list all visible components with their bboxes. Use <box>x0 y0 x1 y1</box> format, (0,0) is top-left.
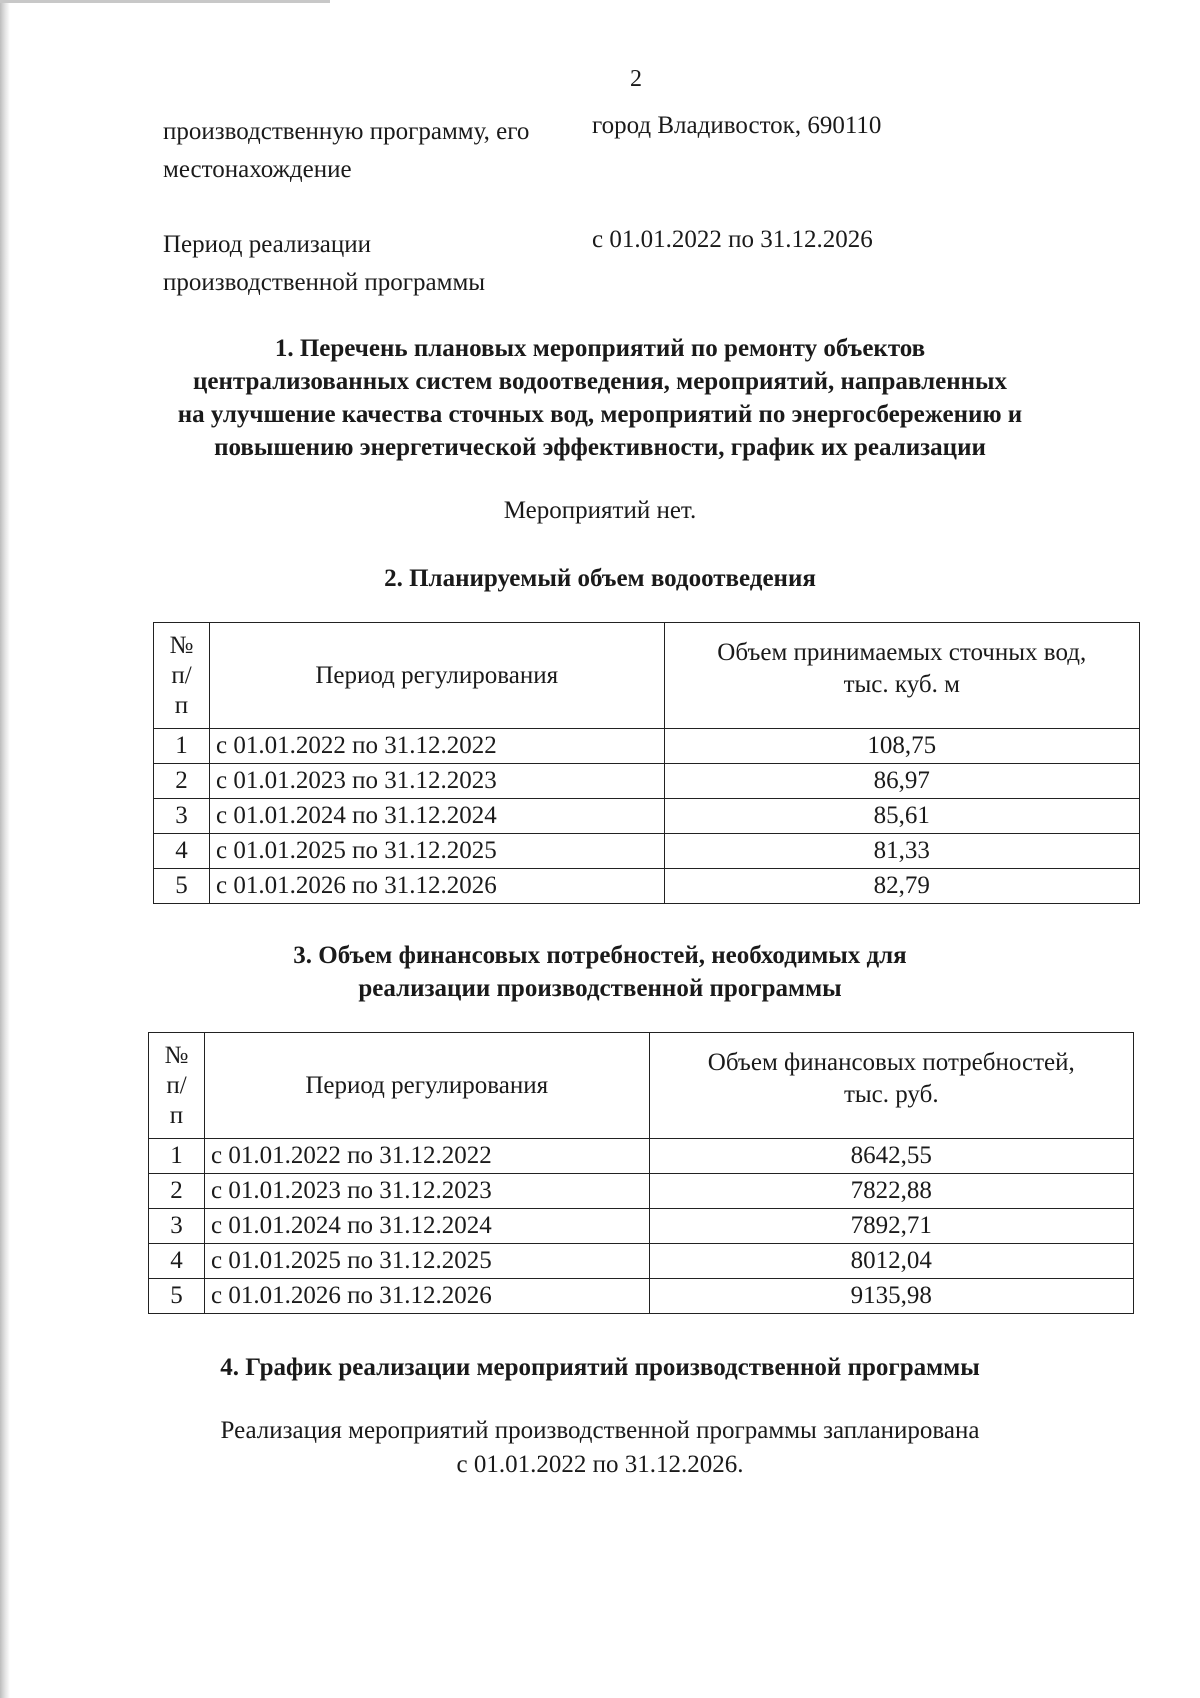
section4-text-line: с 01.01.2022 по 31.12.2026. <box>456 1451 744 1478</box>
section1-text: Мероприятий нет. <box>503 497 697 524</box>
header-num-line: № <box>164 1041 189 1069</box>
header-num-line: п <box>169 1101 184 1129</box>
info-label-location: производственную программу, его местонахождение <box>163 118 530 183</box>
row-value: 8642,55 <box>649 1139 1133 1174</box>
header-period: Период регулирования <box>209 623 664 729</box>
row-num: 2 <box>154 764 210 799</box>
table-row <box>149 1174 1134 1209</box>
table-row <box>154 799 1140 834</box>
header-num <box>149 1033 205 1139</box>
row-period: с 01.01.2024 по 31.12.2024 <box>204 1209 649 1244</box>
table-row <box>154 729 1140 764</box>
section3-title-line: 3. Объем финансовых потребностей, необходимых для <box>293 942 907 969</box>
scan-left-edge <box>0 0 10 1698</box>
financial-needs-table <box>148 1032 1134 1314</box>
page-number: 2 <box>630 66 642 92</box>
table-row <box>154 869 1140 904</box>
table-row <box>149 1279 1134 1314</box>
row-num: 3 <box>154 799 210 834</box>
table-row <box>154 764 1140 799</box>
row-num: 4 <box>154 834 210 869</box>
row-period: с 01.01.2025 по 31.12.2025 <box>204 1244 649 1279</box>
header-value-line: тыс. куб. м <box>843 671 960 698</box>
table-row <box>149 1244 1134 1279</box>
table-row <box>154 834 1140 869</box>
header-period: Период регулирования <box>204 1033 649 1139</box>
row-num: 2 <box>149 1174 205 1209</box>
row-period: с 01.01.2025 по 31.12.2025 <box>209 834 664 869</box>
info-value-period: с 01.01.2022 по 31.12.2026 <box>592 226 873 253</box>
info-value-location: город Владивосток, 690110 <box>592 112 882 139</box>
table-header-row <box>154 623 1140 729</box>
row-value: 8012,04 <box>649 1244 1133 1279</box>
row-period: с 01.01.2023 по 31.12.2023 <box>209 764 664 799</box>
row-period: с 01.01.2026 по 31.12.2026 <box>204 1279 649 1314</box>
row-value: 82,79 <box>664 869 1140 904</box>
header-value <box>664 623 1140 729</box>
water-volume-table <box>153 622 1140 904</box>
row-value: 9135,98 <box>649 1279 1133 1314</box>
row-period: с 01.01.2026 по 31.12.2026 <box>209 869 664 904</box>
row-value: 7822,88 <box>649 1174 1133 1209</box>
header-num <box>154 623 210 729</box>
section4-title: 4. График реализации мероприятий производственной программы <box>220 1354 980 1381</box>
section1-title <box>60 332 1140 464</box>
section1-title-line: централизованных систем водоотведения, мероприятий, направленных <box>192 368 1008 395</box>
table-header-row <box>149 1033 1134 1139</box>
header-num-line: п/ <box>166 1071 187 1099</box>
header-value-line: Объем финансовых потребностей, <box>707 1049 1075 1076</box>
section4-text <box>60 1414 1140 1482</box>
section1-title-line: повышению энергетической эффективности, график их реализации <box>214 434 986 461</box>
row-period: с 01.01.2024 по 31.12.2024 <box>209 799 664 834</box>
section2-title: 2. Планируемый объем водоотведения <box>384 565 816 592</box>
row-num: 4 <box>149 1244 205 1279</box>
info-label-period: Период реализации производственной программы <box>163 231 486 296</box>
row-period: с 01.01.2023 по 31.12.2023 <box>204 1174 649 1209</box>
section4-text-line: Реализация мероприятий производственной программы запланирована <box>220 1417 980 1444</box>
row-value: 108,75 <box>664 729 1140 764</box>
row-value: 7892,71 <box>649 1209 1133 1244</box>
row-num: 3 <box>149 1209 205 1244</box>
header-value-line: Объем принимаемых сточных вод, <box>717 639 1087 666</box>
scan-top-edge <box>0 0 330 3</box>
header-num-line: № <box>169 631 194 659</box>
section1-title-line: 1. Перечень плановых мероприятий по ремонту объектов <box>274 335 926 362</box>
row-period: с 01.01.2022 по 31.12.2022 <box>204 1139 649 1174</box>
table-row <box>149 1209 1134 1244</box>
row-value: 81,33 <box>664 834 1140 869</box>
row-num: 5 <box>149 1279 205 1314</box>
table-row <box>149 1139 1134 1174</box>
row-value: 85,61 <box>664 799 1140 834</box>
row-num: 1 <box>154 729 210 764</box>
header-num-line: п/ <box>171 661 192 689</box>
row-period: с 01.01.2022 по 31.12.2022 <box>209 729 664 764</box>
row-num: 5 <box>154 869 210 904</box>
header-value <box>649 1033 1133 1139</box>
header-num-line: п <box>174 691 189 719</box>
section1-title-line: на улучшение качества сточных вод, мероприятий по энергосбережению и <box>177 401 1023 428</box>
row-value: 86,97 <box>664 764 1140 799</box>
header-value-line: тыс. руб. <box>843 1081 939 1108</box>
section3-title-line: реализации производственной программы <box>358 975 842 1002</box>
section3-title <box>60 939 1140 1005</box>
row-num: 1 <box>149 1139 205 1174</box>
